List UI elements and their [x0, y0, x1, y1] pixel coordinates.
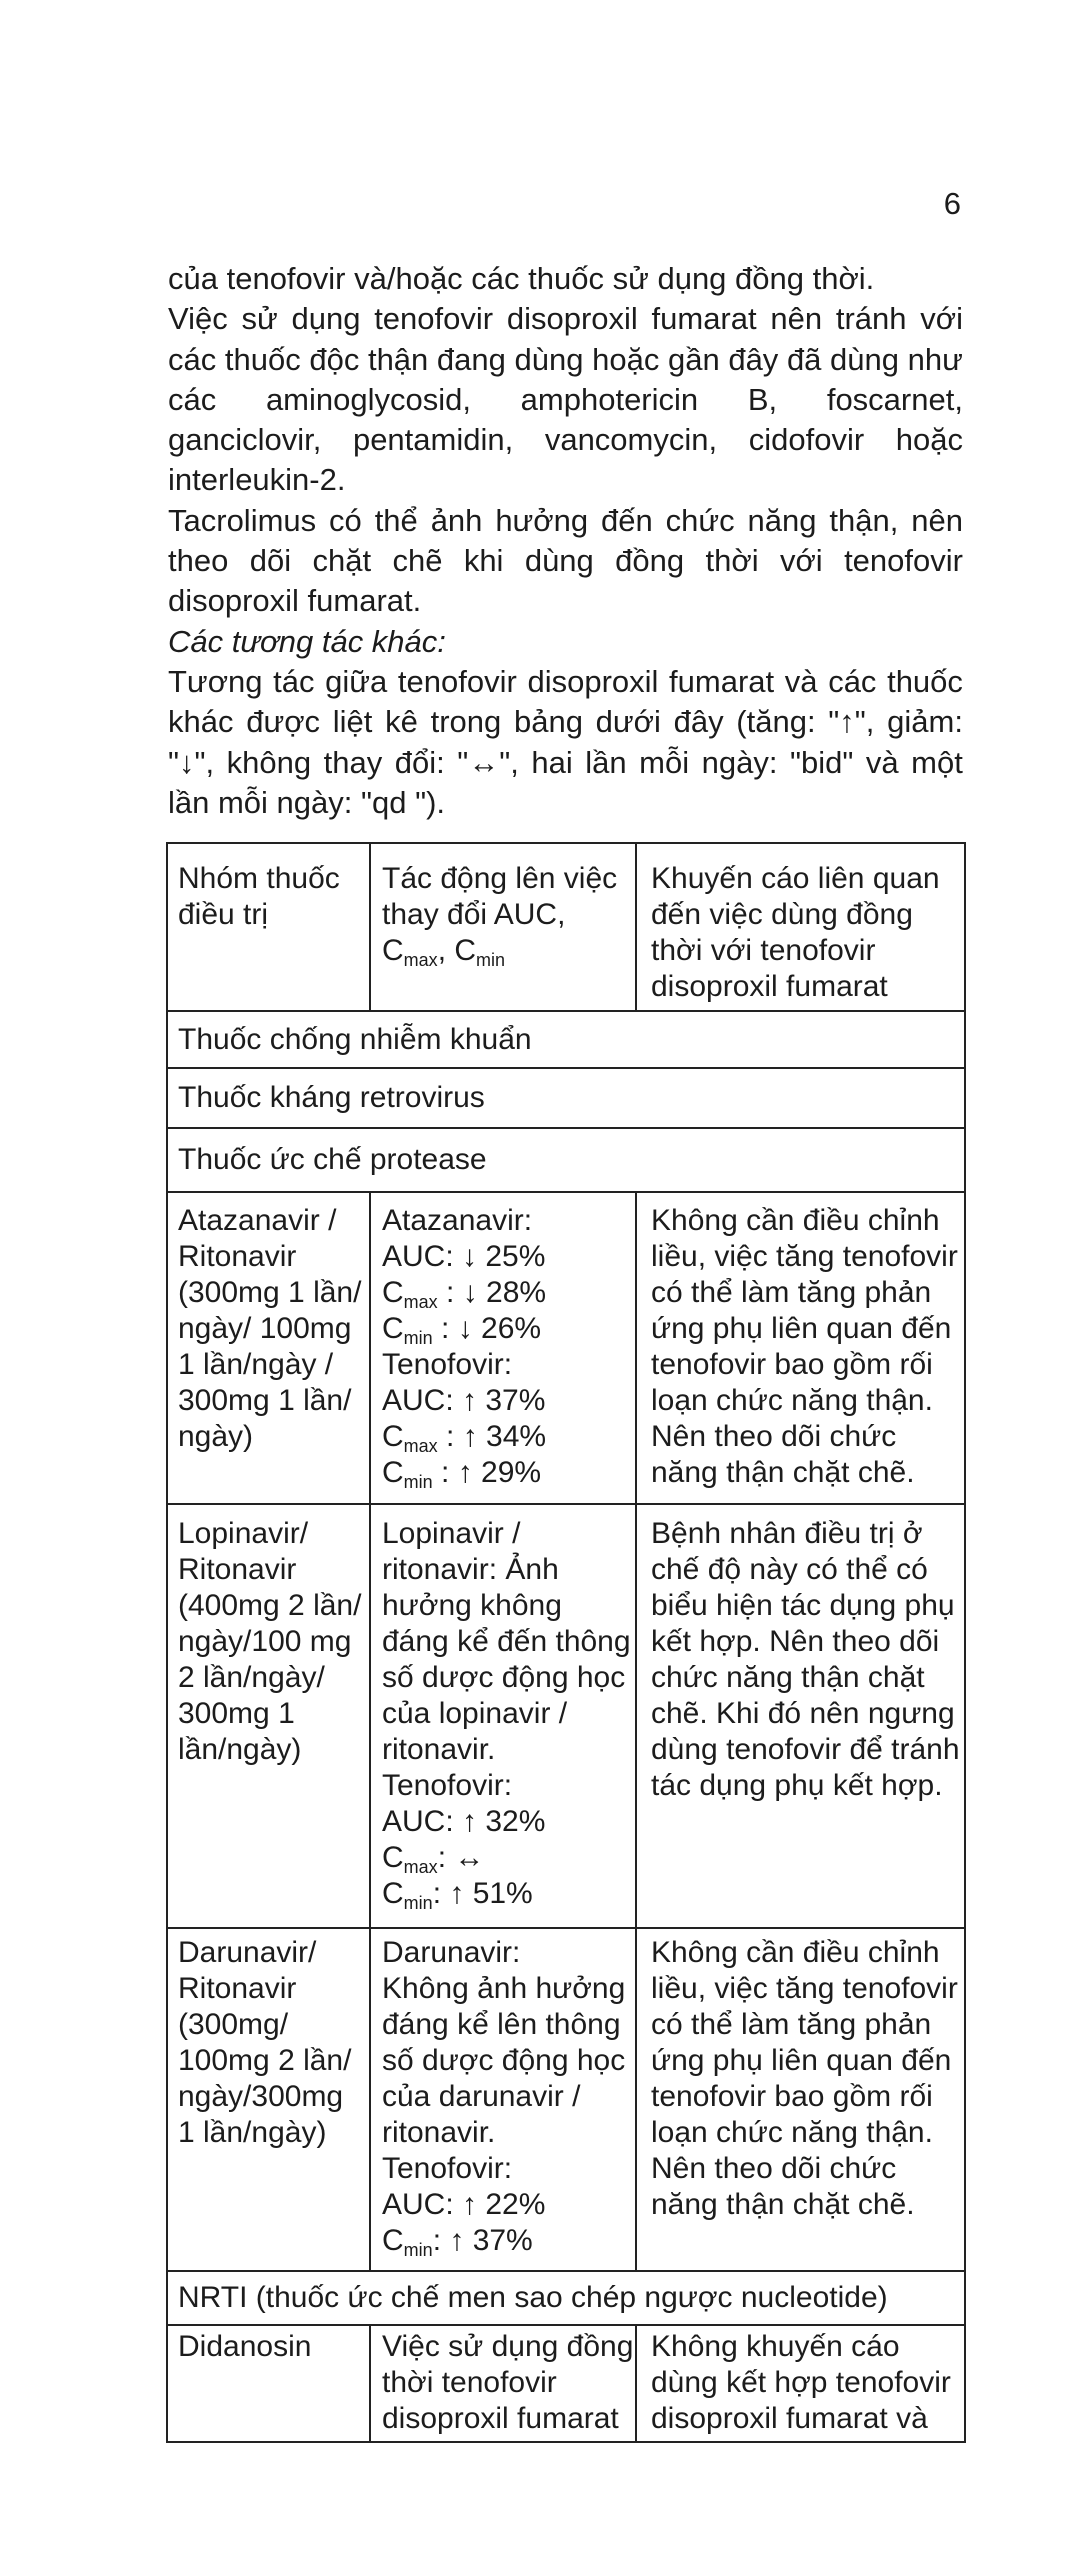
section-row: [168, 1129, 964, 1193]
cell-line: Bệnh nhân điều trị ở: [651, 1517, 923, 1550]
cell-line: 100mg 2 lần/: [178, 2044, 352, 2077]
cell-line: Tenofovir:: [382, 1769, 513, 1802]
cell-line: dùng kết hợp tenofovir: [651, 2366, 951, 2399]
word: vancomycin,: [544, 422, 718, 458]
text-line: [168, 380, 963, 420]
word: dùng: [514, 341, 584, 377]
word: hai: [531, 744, 573, 780]
word: aminoglycosid,: [265, 381, 471, 417]
section-row: [168, 1069, 964, 1129]
cell-line: Không cần điều chỉnh: [651, 1936, 940, 1969]
word: "bid": [790, 744, 854, 780]
word: đã: [786, 341, 822, 377]
cell-line: của lopinavir /: [382, 1697, 568, 1730]
paragraph: [168, 299, 963, 500]
word: bảng: [513, 704, 583, 740]
cell-line: có thể làm tăng phản: [651, 2008, 932, 2041]
word: dùng: [830, 341, 900, 377]
recommendation-cell: [635, 1505, 964, 1927]
cell-line: (400mg 2 lần/: [178, 1589, 362, 1622]
word: và: [865, 744, 899, 780]
word: kê: [385, 704, 418, 740]
word: Tương: [168, 663, 263, 699]
cell-line: Tenofovir:: [382, 2152, 513, 2185]
word: có: [329, 502, 362, 538]
word: thận: [367, 341, 429, 377]
cell-line: Darunavir/: [178, 1936, 317, 1969]
word: dụng: [291, 301, 361, 337]
word: giảm:: [887, 704, 963, 740]
word: lần: [585, 744, 627, 780]
word: fumarat: [651, 301, 757, 337]
word: đổi:: [394, 744, 445, 780]
cell-line: Khuyến cáo liên quan: [651, 862, 940, 895]
cell-line: số dược động học: [382, 1661, 626, 1694]
cell-line: Atazanavir:: [382, 1204, 533, 1237]
word: đây: [673, 704, 724, 740]
word: hoặc: [592, 341, 660, 377]
subscript: max: [403, 1292, 438, 1312]
cell-line: Ritonavir: [178, 1240, 297, 1273]
text-line: [168, 662, 963, 702]
section-label: NRTI (thuốc ức chế men sao chép ngược nucleotide): [178, 2281, 888, 2314]
cell-line: Nên theo dõi chức: [651, 2152, 897, 2185]
word: Tacrolimus: [168, 502, 317, 538]
word: thuốc: [887, 663, 963, 699]
cell-line: 300mg 1 lần/: [178, 1384, 352, 1417]
word: nên: [770, 301, 823, 337]
word: chức: [665, 502, 735, 538]
word: hưởng: [495, 502, 589, 538]
cell-line: disoproxil fumarat: [651, 970, 888, 1003]
cell-line: Lopinavir /: [382, 1517, 521, 1550]
word: dõi: [249, 543, 292, 579]
word: thay: [323, 744, 383, 780]
cell-line: Ritonavir: [178, 1553, 297, 1586]
section-row: [168, 2272, 964, 2326]
word: thể: [374, 502, 418, 538]
cell-line: 1 lần/ngày /: [178, 1348, 334, 1381]
recommendation-cell: [635, 1929, 964, 2270]
word: khi: [463, 543, 504, 579]
effect-cell: [369, 1929, 635, 2270]
cell-line: 2 lần/ngày/: [178, 1661, 325, 1694]
cell-line: chức năng thận chặt: [651, 1661, 925, 1694]
drug-cell: [168, 1193, 369, 1503]
cell-line: Lopinavir/: [178, 1517, 309, 1550]
cell-line: AUC: ↑ 32%: [382, 1805, 546, 1838]
cell-line: chẽ. Khi đó nên ngưng: [651, 1697, 955, 1730]
word: tác: [273, 663, 315, 699]
section-label: Thuốc kháng retrovirus: [178, 1081, 485, 1114]
cell-line: $C_{max}$ : ↓ 28%: [382, 1276, 547, 1312]
cell-line: thời tenofovir: [382, 2366, 557, 2399]
header-cell: [635, 844, 964, 1010]
cell-line: ngày/300mg: [178, 2080, 344, 2113]
word: amphotericin: [520, 381, 699, 417]
word: nên: [911, 502, 963, 538]
cell-line: Không cần điều chỉnh: [651, 1204, 940, 1237]
effect-cell: [369, 2326, 635, 2441]
word: các: [168, 381, 217, 417]
cell-line: biểu hiện tác dụng phụ: [651, 1589, 955, 1622]
cell-line: năng thận chặt chẽ.: [651, 1456, 915, 1489]
word: "↑",: [828, 704, 875, 740]
section-label: Thuốc chống nhiễm khuẩn: [178, 1022, 532, 1056]
word: "↓",: [168, 744, 215, 780]
cell-line: Nhóm thuốc: [178, 862, 340, 895]
cell-line: Ritonavir: [178, 1972, 297, 2005]
cell-line: AUC: ↑ 37%: [382, 1384, 546, 1417]
subscript: min: [403, 2240, 433, 2260]
text-line: [168, 743, 963, 783]
cell-line: AUC: ↑ 22%: [382, 2188, 546, 2221]
subscript: min: [403, 1328, 433, 1348]
cell-line: loạn chức năng thận.: [651, 1384, 933, 1417]
subscript: max: [403, 1436, 438, 1456]
cell-line: $C_{max}$ : ↑ 34%: [382, 1420, 547, 1456]
word: disoproxil: [527, 663, 659, 699]
cell-line: dùng tenofovir để tránh: [651, 1733, 960, 1766]
effect-cell: [369, 1505, 635, 1927]
cell-line: tenofovir bao gồm rối: [651, 1348, 933, 1381]
word: độc: [309, 341, 360, 377]
header-cell: [168, 844, 369, 1010]
cell-line: chế độ này có thể có: [651, 1553, 928, 1586]
cell-line: Tác động lên việc: [382, 862, 618, 895]
word: chặt: [312, 543, 372, 579]
text-line: [168, 340, 963, 380]
word: B,: [747, 381, 778, 417]
cell-line: ritonavir.: [382, 1733, 496, 1766]
effect-cell: [369, 1193, 635, 1503]
cell-line: hưởng không: [382, 1589, 562, 1622]
body-text: [168, 259, 963, 823]
word: (tăng:: [736, 704, 816, 740]
cell-line: $C_{min}$: ↑ 51%: [382, 1877, 533, 1913]
cell-line: tenofovir bao gồm rối: [651, 2080, 933, 2113]
word: foscarnet,: [826, 381, 963, 417]
subscript: min: [403, 1472, 433, 1492]
cell-line: Không ảnh hưởng: [382, 1972, 626, 2005]
section-row: [168, 1012, 964, 1069]
header-cell: [369, 844, 635, 1010]
subheading: [168, 622, 963, 662]
text-line: của tenofovir và/hoặc các thuốc sử dụng đồng thời.: [168, 261, 875, 296]
word: "↔",: [457, 744, 519, 780]
word: cidofovir: [748, 422, 865, 458]
table-row: [168, 1929, 964, 2272]
cell-line: AUC: ↓ 25%: [382, 1240, 546, 1273]
section-label: Thuốc ức chế protease: [178, 1143, 487, 1176]
word: như: [907, 341, 963, 377]
cell-line: 1 lần/ngày): [178, 2116, 327, 2149]
drug-cell: [168, 1505, 369, 1927]
table-header: [168, 844, 964, 1012]
word: đồng: [615, 543, 685, 579]
word: giữa: [325, 663, 388, 699]
cell-line: Tenofovir:: [382, 1348, 513, 1381]
word: không: [226, 744, 312, 780]
cell-line: Darunavir:: [382, 1936, 521, 1969]
word: mỗi: [639, 744, 690, 780]
cell-line: $C_{min}$ : ↑ 29%: [382, 1456, 542, 1492]
word: hoặc: [895, 422, 963, 458]
cell-line: (300mg 1 lần/: [178, 1276, 362, 1309]
word: pentamidin,: [352, 422, 514, 458]
word: gần: [667, 341, 720, 377]
table-row: [168, 1505, 964, 1929]
text-line: lần mỗi ngày: "qd ").: [168, 784, 446, 820]
word: sử: [241, 301, 278, 337]
word: đây: [728, 341, 779, 377]
cell-line: kết hợp. Nên theo dõi: [651, 1625, 940, 1658]
cell-line: $C_{min}$: ↑ 37%: [382, 2224, 533, 2260]
cell-line: liều, việc tăng tenofovir: [651, 1240, 958, 1273]
cell-line: ngày): [178, 1420, 254, 1453]
cell-line: $C_{min}$ : ↓ 26%: [382, 1312, 542, 1348]
paragraph: [168, 501, 963, 622]
word: các: [828, 663, 877, 699]
cell-line: 300mg 1: [178, 1697, 295, 1730]
word: ảnh: [430, 502, 483, 538]
cell-line: ứng phụ liên quan đến: [651, 1312, 952, 1345]
word: đang: [436, 341, 506, 377]
word: tenofovir: [397, 663, 517, 699]
text-line: Các tương tác khác:: [168, 623, 446, 659]
word: chẽ: [392, 543, 443, 579]
paragraph: [168, 662, 963, 823]
word: disoproxil: [506, 301, 638, 337]
word: theo: [168, 543, 229, 579]
cell-line: Atazanavir /: [178, 1204, 337, 1237]
text-line: disoproxil fumarat.: [168, 583, 422, 619]
text-line: interleukin-2.: [168, 462, 346, 498]
word: dưới: [595, 704, 661, 740]
cell-line: có thể làm tăng phản: [651, 1276, 932, 1309]
word: năng: [747, 502, 817, 538]
word: được: [246, 704, 321, 740]
cell-line: ứng phụ liên quan đến: [651, 2044, 952, 2077]
text-line: [168, 702, 963, 742]
cell-line: số dược động học: [382, 2044, 626, 2077]
cell-line: của darunavir /: [382, 2080, 581, 2113]
word: khác: [168, 704, 234, 740]
cell-line: ngày/ 100mg: [178, 1312, 352, 1345]
word: và: [784, 663, 818, 699]
text-line: [168, 541, 963, 581]
subscript: max: [403, 1857, 438, 1877]
cell-line: ritonavir.: [382, 2116, 496, 2149]
cell-line: disoproxil fumarat: [382, 2402, 619, 2435]
word: ganciclovir,: [168, 422, 322, 458]
text-line: [168, 299, 963, 339]
recommendation-cell: [635, 2326, 964, 2441]
cell-line: Không khuyến cáo: [651, 2330, 900, 2363]
word: ngày:: [701, 744, 778, 780]
word: tránh: [835, 301, 907, 337]
word: một: [911, 744, 963, 780]
cell-line: điều trị: [178, 898, 269, 931]
cell-line: ngày/100 mg: [178, 1625, 352, 1658]
interaction-table: [166, 842, 966, 2443]
paragraph: [168, 259, 963, 299]
word: thời: [705, 543, 759, 579]
cell-line: disoproxil fumarat và: [651, 2402, 928, 2435]
cell-line: tác dụng phụ kết hợp.: [651, 1769, 943, 1802]
cell-line: năng thận chặt chẽ.: [651, 2188, 915, 2221]
word: dùng: [524, 543, 594, 579]
cell-line: lần/ngày): [178, 1733, 302, 1766]
cell-line: (300mg/: [178, 2008, 289, 2041]
cell-line: $C_{max}$, $C_{min}$: [382, 934, 506, 970]
recommendation-cell: [635, 1193, 964, 1503]
cell-line: đến việc dùng đồng: [651, 898, 913, 931]
word: tenofovir: [844, 543, 963, 579]
cell-line: loạn chức năng thận.: [651, 2116, 933, 2149]
subscript: min: [476, 950, 506, 970]
word: Việc: [168, 301, 228, 337]
word: thận,: [829, 502, 899, 538]
table-row: [168, 2326, 964, 2441]
cell-line: Nên theo dõi chức: [651, 1420, 897, 1453]
table-row: [168, 1193, 964, 1505]
subscript: min: [403, 1893, 433, 1913]
cell-line: đáng kể đến thông: [382, 1625, 631, 1658]
cell-line: thời với tenofovir: [651, 934, 876, 967]
cell-line: Việc sử dụng đồng: [382, 2330, 634, 2363]
word: với: [920, 301, 963, 337]
cell-line: liều, việc tăng tenofovir: [651, 1972, 958, 2005]
cell-line: ritonavir: Ảnh: [382, 1553, 559, 1586]
drug-cell: [168, 1929, 369, 2270]
word: tenofovir: [374, 301, 494, 337]
word: thuốc: [224, 341, 301, 377]
subscript: max: [403, 950, 438, 970]
word: fumarat: [669, 663, 775, 699]
drug-cell: [168, 2326, 369, 2441]
word: đến: [601, 502, 653, 538]
word: các: [168, 341, 217, 377]
page-number: 6: [943, 186, 961, 221]
cell-line: đáng kể lên thông: [382, 2008, 621, 2041]
word: trong: [430, 704, 502, 740]
word: liệt: [332, 704, 373, 740]
cell-line: $C_{max}$: ↔: [382, 1841, 485, 1877]
text-line: [168, 420, 963, 460]
cell-line: Didanosin: [178, 2330, 312, 2363]
word: với: [779, 543, 823, 579]
cell-line: thay đổi AUC,: [382, 898, 566, 931]
text-line: [168, 501, 963, 541]
